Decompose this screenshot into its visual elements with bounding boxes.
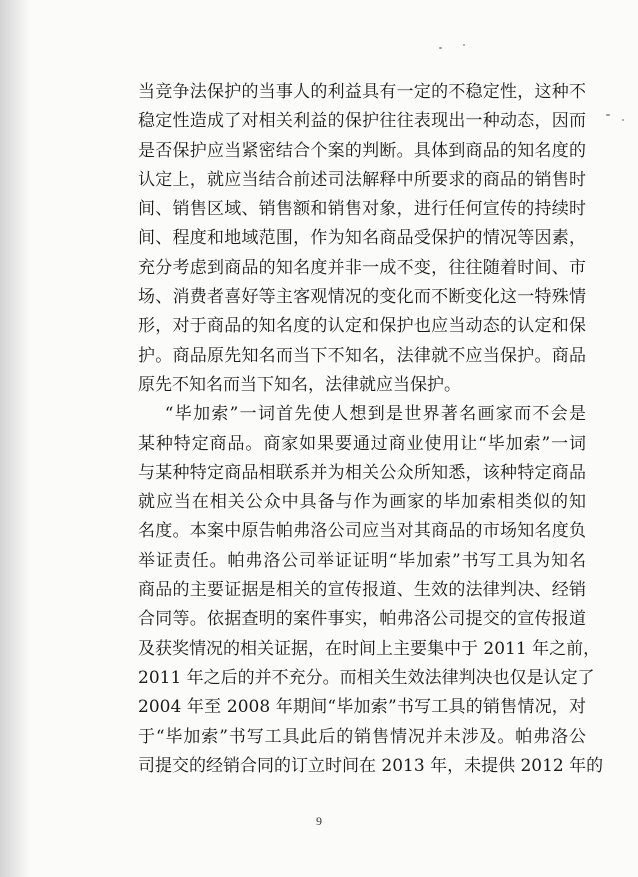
text-line: 护。商品原先知名而当下不知名，法律就不应当保护。商品 (138, 345, 586, 366)
text-line: 2004 年至 2008 年期间“毕加索”书写工具的销售情况，对 (138, 697, 586, 718)
scan-speck (606, 114, 610, 116)
text-line: 原先不知名而当下知名，法律就应当保护。 (138, 374, 461, 395)
page-number: 9 (316, 814, 322, 828)
text-line: 举证责任。帕弗洛公司举证证明“毕加索”书写工具为知名 (138, 550, 586, 571)
text-line: 场、消费者喜好等主客观情况的变化而不断变化这一特殊情 (138, 287, 586, 308)
text-line: 形，对于商品的知名度的认定和保护也应当动态的认定和保 (138, 316, 586, 337)
text-line: “毕加索”一词首先使人想到是世界著名画家而不会是 (138, 404, 586, 425)
document-body (138, 78, 604, 781)
text-line: 就应当在相关公众中具备与作为画家的毕加索相类似的知 (138, 492, 586, 513)
text-line: 间、销售区域、销售额和销售对象，进行任何宣传的持续时 (138, 199, 586, 220)
text-line: 稳定性造成了对相关利益的保护往往表现出一种动态，因而 (138, 111, 586, 132)
text-line: 名度。本案中原告帕弗洛公司应当对其商品的市场知名度负 (138, 521, 586, 542)
text-line: 认定上，就应当结合前述司法解释中所要求的商品的销售时 (138, 169, 586, 190)
text-line: 与某种特定商品相联系并为相关公众所知悉，该种特定商品 (138, 462, 586, 483)
text-line: 某种特定商品。商家如果要通过商业使用让“毕加索”一词 (138, 433, 586, 454)
text-line: 当竞争法保护的当事人的利益具有一定的不稳定性，这种不 (138, 82, 586, 102)
text-line: 是否保护应当紧密结合个案的判断。具体到商品的知名度的 (138, 140, 586, 161)
scan-speck (439, 47, 442, 49)
text-line: 及获奖情况的相关证据，在时间上主要集中于 2011 年之前， (138, 638, 601, 659)
paragraph (138, 400, 604, 781)
text-line: 间、程度和地域范围，作为知名商品受保护的情况等因素， (138, 228, 586, 249)
scan-speck (463, 44, 465, 46)
scan-speck (622, 119, 624, 121)
text-line: 商品的主要证据是相关的宣传报道、生效的法律判决、经销 (138, 580, 586, 601)
paragraph (138, 78, 586, 400)
scan-edge-shadow (0, 0, 30, 877)
text-line: 司提交的经销合同的订立时间在 2013 年，未提供 2012 年的 (138, 755, 604, 776)
text-line: 于“毕加索”书写工具此后的销售情况并未涉及。帕弗洛公 (138, 726, 586, 747)
text-line: 合同等。依据查明的案件事实，帕弗洛公司提交的宣传报道 (138, 609, 586, 630)
text-line: 充分考虑到商品的知名度并非一成不变，往往随着时间、市 (138, 257, 586, 278)
text-line: 2011 年之后的并不充分。而相关生效法律判决也仅是认定了 (138, 667, 595, 688)
